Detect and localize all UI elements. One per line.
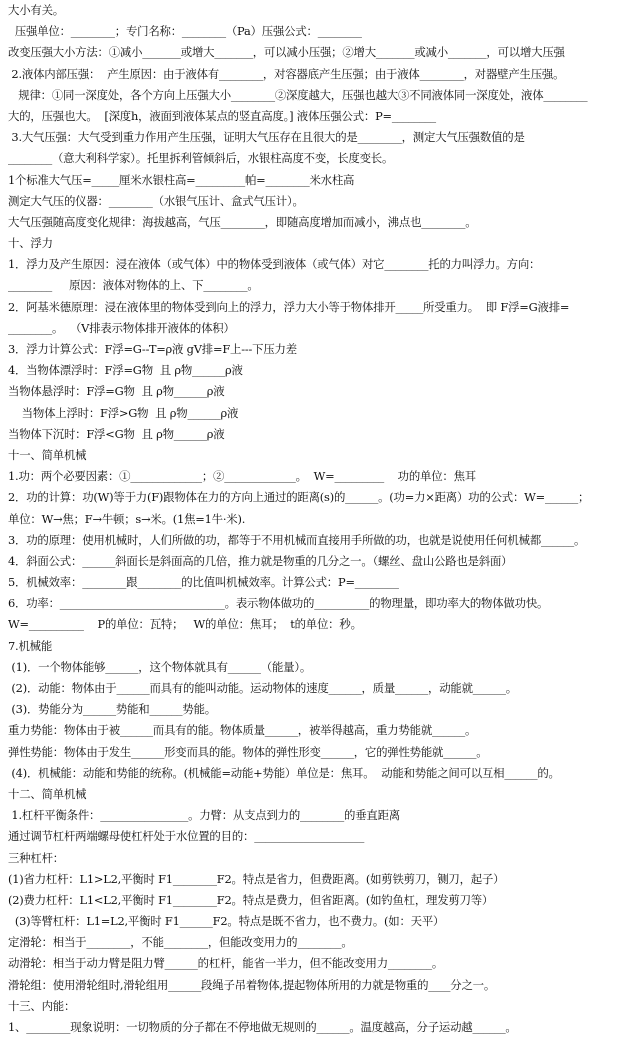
text-line: ________（意大利科学家）。托里拆利管倾斜后，水银柱高度不变，长度变长。 bbox=[8, 151, 394, 166]
text-line: 测定大气压的仪器：________（水银气压计、盒式气压计）。 bbox=[8, 193, 304, 208]
text-line: 大的，压强也大。 [深度h，液面到液体某点的竖直高度。] 液体压强公式：P=________ bbox=[8, 108, 436, 123]
text-line: W=__________ P的单位：瓦特； W的单位：焦耳； t的单位：秒。 bbox=[8, 617, 362, 632]
text-line: 大气压强随高度变化规律：海拔越高，气压________，即随高度增加而减小，沸点也________。 bbox=[8, 214, 477, 229]
text-line: 通过调节杠杆两端螺母使杠杆处于水位置的目的：____________________ bbox=[8, 829, 365, 844]
text-line: 当物体上浮时：F浮>G物 且 ρ物______ρ液 bbox=[8, 405, 239, 420]
section-heading-buoyancy: 十、浮力 bbox=[8, 236, 53, 251]
text-line: ________。 （V排表示物体排开液体的体积） bbox=[8, 320, 235, 335]
text-line: 1．浮力及产生原因：浸在液体（或气体）中的物体受到液体（或气体）对它________托的力叫浮力。方向： bbox=[8, 257, 541, 272]
text-line: 当物体悬浮时：F浮=G物 且 ρ物______ρ液 bbox=[8, 384, 225, 399]
text-line: ________ 原因：液体对物体的上、下________。 bbox=[8, 278, 259, 293]
text-line: 2.液体内部压强： 产生原因：由于液体有________，对容器底产生压强；由于液体________，对器壁产生压强。 bbox=[8, 66, 565, 81]
text-line: 1.杠杆平衡条件：________________。力臂：从支点到力的________的垂直距离 bbox=[8, 808, 400, 823]
text-line: 3．浮力计算公式：F浮=G--T=ρ液 gV排=F上---下压力差 bbox=[8, 342, 297, 356]
text-line: (4)．机械能：动能和势能的统称。(机械能=动能+势能）单位是：焦耳。 动能和势能之间可以互相______的。 bbox=[8, 765, 560, 780]
text-line: 4．斜面公式：______斜面长是斜面高的几倍，推力就是物重的几分之一。（螺丝、盘山公路也是斜面） bbox=[8, 553, 513, 568]
text-line: 滑轮组：使用滑轮组时,滑轮组用______段绳子吊着物体,提起物体所用的力就是物重的____分之一。 bbox=[8, 977, 496, 992]
text-line: 4．当物体漂浮时：F浮=G物 且 ρ物______ρ液 bbox=[8, 363, 243, 378]
text-line: 规律：①同一深度处，各个方向上压强大小________②深度越大，压强也越大③不同液体同一深度处，液体________ bbox=[8, 87, 588, 102]
text-line: 弹性势能：物体由于发生______形变而具的能。物体的弹性形变______，它的弹性势能就______。 bbox=[8, 744, 488, 759]
text-line: (3)等臂杠杆：L1=L2,平衡时 F1______F2。特点是既不省力，也不费力。(如：天平） bbox=[8, 914, 445, 929]
text-line: 2．阿基米德原理：浸在液体里的物体受到向上的浮力，浮力大小等于物体排开_____所受重力。 即 F浮=G液排= bbox=[8, 299, 570, 314]
text-line: (2)费力杠杆：L1<L2,平衡时 F1________F2。特点是费力，但省距离。(如钓鱼杠，理发剪刀等） bbox=[8, 892, 494, 907]
subsection-heading-mechanical-energy: 7.机械能 bbox=[8, 638, 53, 653]
text-line: 改变压强大小方法：①减小_______或增大_______，可以减小压强；②增大_______或减小_______，可以增大压强 bbox=[8, 45, 565, 60]
section-heading-levers: 十二、简单机械 bbox=[8, 786, 87, 801]
text-line: 3．功的原理：使用机械时，人们所做的功，都等于不用机械而直接用手所做的功，也就是说使用任何机械都______。 bbox=[8, 532, 586, 547]
text-line: 定滑轮：相当于________，不能________，但能改变用力的________。 bbox=[8, 935, 353, 950]
text-line: 1、________现象说明：一切物质的分子都在不停地做无规则的______。温度越高，分子运动越______。 bbox=[8, 1020, 517, 1034]
section-heading-simple-machines: 十一、简单机械 bbox=[8, 447, 87, 462]
text-line: 重力势能：物体由于被______而具有的能。物体质量______，被举得越高，重力势能就______。 bbox=[8, 723, 477, 738]
text-line: 压强单位：________；专门名称：________（Pa）压强公式：________ bbox=[8, 24, 362, 39]
section-heading-internal-energy: 十三、内能： bbox=[8, 998, 76, 1013]
text-line: 当物体下沉时：F浮<G物 且 ρ物______ρ液 bbox=[8, 426, 225, 441]
text-line: 动滑轮：相当于动力臂是阻力臂______的杠杆，能省一半力，但不能改变用力________。 bbox=[8, 956, 444, 971]
text-line: 大小有关。 bbox=[8, 3, 64, 17]
text-line: 单位：W→焦；F→牛顿；s→米。(1焦=1牛·米). bbox=[8, 511, 246, 526]
text-line: 6．功率：______________________________。表示物体做功的__________的物理量，即功率大的物体做功快。 bbox=[8, 596, 549, 611]
text-line: 1.功：两个必要因素：①_____________；②_____________。 W=_________ 功的单位：焦耳 bbox=[8, 469, 476, 484]
text-line: (1)．一个物体能够______，这个物体就具有______（能量）。 bbox=[8, 659, 312, 674]
text-line: 1个标准大气压=_____厘米水银柱高=_________帕=________米水柱高 bbox=[8, 172, 355, 187]
text-line: 2．功的计算：功(W)等于力(F)跟物体在力的方向上通过的距离(s)的______。(功=力×距离）功的公式：W=______； bbox=[8, 490, 590, 505]
text-line: (2)．动能：物体由于______而具有的能叫动能。运动物体的速度______，质量______，动能就______。 bbox=[8, 681, 517, 695]
text-line: (1)省力杠杆：L1>L2,平衡时 F1________F2。特点是省力，但费距离。(如剪铁剪刀，铡刀，起子） bbox=[8, 871, 505, 886]
text-line: (3)．势能分为______势能和______势能。 bbox=[8, 702, 216, 717]
text-line: 5．机械效率：________跟________的比值叫机械效率。计算公式：P=________ bbox=[8, 575, 399, 590]
text-line: 三种杠杆： bbox=[8, 850, 64, 865]
text-line: 3.大气压强：大气受到重力作用产生压强，证明大气压存在且很大的是________，测定大气压强数值的是 bbox=[8, 130, 525, 145]
